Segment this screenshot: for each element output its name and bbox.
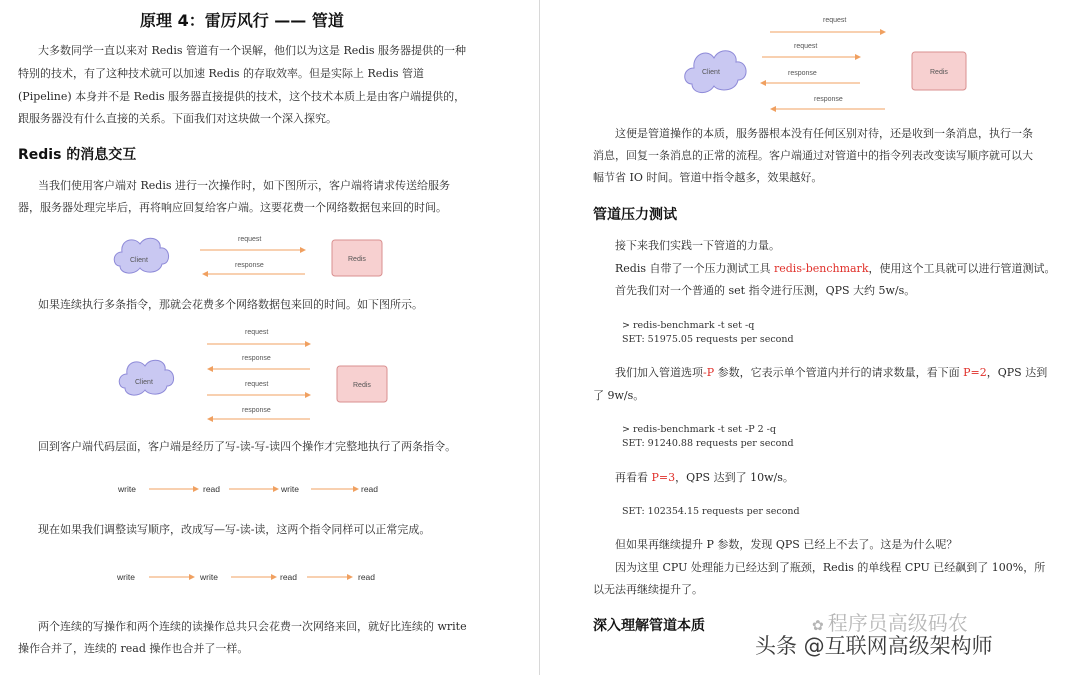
client-cloud bbox=[114, 238, 168, 273]
response-label-2: response bbox=[814, 96, 843, 103]
redis-server-box bbox=[332, 240, 382, 276]
seq1-step-2: read bbox=[203, 484, 221, 494]
request-arrow-1 bbox=[207, 329, 311, 347]
para4: 回到客户端代码层面，客户端是经历了写-读-写-读四个操作才完整地执行了两条指令。 bbox=[38, 440, 457, 453]
request-arrow bbox=[200, 236, 306, 253]
request-label-2: request bbox=[245, 381, 269, 388]
section-heading-message-interaction: Redis 的消息交互 bbox=[18, 147, 137, 163]
client-label: Client bbox=[130, 257, 148, 264]
r-para4: 首先我们对一个普通的 set 指令进行压测，QPS 大约 5w/s。 bbox=[615, 284, 916, 297]
code2-line-2: SET: 91240.88 requests per second bbox=[622, 438, 794, 449]
r-para8-line-2: 以无法再继续提升了。 bbox=[593, 583, 703, 596]
code1-line-2: SET: 51975.05 requests per second bbox=[622, 334, 794, 345]
wechat-icon: ✿ bbox=[812, 618, 824, 634]
request-arrow-2 bbox=[762, 43, 861, 60]
diagram-pipeline bbox=[680, 8, 980, 118]
request-label-1: request bbox=[245, 329, 269, 336]
para6-line-2: 操作合并了，连续的 read 操作也合并了一样。 bbox=[18, 642, 249, 655]
para2-line-1: 当我们使用客户端对 Redis 进行一次操作时，如下图所示，客户端将请求传送给服务 bbox=[38, 179, 450, 192]
sequence-write-write-read-read bbox=[115, 566, 395, 588]
response-arrow-2 bbox=[207, 407, 310, 422]
r-para6 bbox=[615, 467, 794, 489]
r-para1-line-1: 这便是管道操作的本质，服务器根本没有任何区别对待，还是收到一条消息，执行一条 bbox=[615, 127, 1033, 140]
seq2-step-1: write bbox=[117, 572, 135, 582]
para3: 如果连续执行多条指令，那就会花费多个网络数据包来回的时间。如下图所示。 bbox=[38, 298, 423, 311]
redis-server-box bbox=[912, 52, 966, 90]
seq2-step-4: read bbox=[358, 572, 376, 582]
r-para5-text-b: 参数，它表示单个管道内并行的请求数量，看下面 bbox=[714, 366, 964, 379]
response-label: response bbox=[235, 262, 264, 269]
response-arrow-2 bbox=[770, 96, 885, 112]
request-label-2: request bbox=[794, 43, 818, 50]
watermark-text-1: 程序员高级码农 bbox=[827, 611, 968, 635]
r-para8-line-1: 因为这里 CPU 处理能力已经达到了瓶颈，Redis 的单线程 CPU 已经飙到了 100%，所 bbox=[615, 561, 1046, 574]
redis-label: Redis bbox=[930, 69, 948, 76]
p-option-highlight: -P bbox=[703, 366, 715, 379]
p3-highlight: P=3 bbox=[651, 471, 676, 484]
section-heading-pipeline-essence: 深入理解管道本质 bbox=[593, 618, 705, 634]
r-para1-line-3: 幅节省 IO 时间。管道中指令越多，效果越好。 bbox=[593, 171, 823, 184]
sequence-write-read-write-read bbox=[115, 478, 395, 500]
request-arrow-1 bbox=[770, 17, 886, 35]
r-para7: 但如果再继续提升 P 参数，发现 QPS 已经上不去了。这是为什么呢？ bbox=[615, 538, 958, 551]
para2-line-2: 器，服务器处理完毕后，再将响应回复给客户端。这要花费一个网络数据包来回的时间。 bbox=[18, 201, 447, 214]
client-cloud bbox=[119, 360, 173, 395]
para6-line-1: 两个连续的写操作和两个连续的读操作总共只会花费一次网络来回，就好比连续的 write bbox=[38, 620, 467, 633]
page-divider bbox=[539, 0, 540, 675]
client-cloud bbox=[685, 51, 746, 93]
seq1-step-1: write bbox=[118, 484, 136, 494]
r-para6-text-b: ，QPS 达到了 10w/s。 bbox=[675, 471, 794, 484]
r-para5-text-a: 我们加入管道选项 bbox=[615, 366, 703, 379]
diagram-multiple-roundtrips bbox=[115, 322, 405, 422]
r-para3-text-a: Redis 自带了一个压力测试工具 bbox=[615, 262, 774, 275]
response-arrow bbox=[202, 262, 305, 277]
redis-label: Redis bbox=[348, 256, 366, 263]
intro-line-4: 跟服务器没有什么直接的关系。下面我们对这块做一个深入探究。 bbox=[18, 112, 337, 125]
diagram-single-roundtrip bbox=[110, 230, 400, 285]
r-para6-text-a: 再看看 bbox=[615, 471, 652, 484]
p2-highlight: P=2 bbox=[963, 366, 987, 379]
redis-benchmark-highlight: redis-benchmark bbox=[774, 262, 869, 275]
code3-line: SET: 102354.15 requests per second bbox=[622, 506, 800, 517]
response-label-1: response bbox=[242, 355, 271, 362]
para5: 现在如果我们调整读写顺序，改成写—写-读-读，这两个指令同样可以正常完成。 bbox=[38, 523, 431, 536]
r-para2: 接下来我们实践一下管道的力量。 bbox=[615, 239, 780, 252]
seq2-step-3: read bbox=[280, 572, 298, 582]
seq1-step-4: read bbox=[361, 484, 379, 494]
watermark-line-2: 头条 @互联网高级架构师 bbox=[755, 634, 993, 658]
page-title: 原理 4：雷厉风行 —— 管道 bbox=[140, 11, 344, 30]
intro-line-2: 特别的技术，有了这种技术就可以加速 Redis 的存取效率。但是实际上 Redis 管道 bbox=[18, 67, 424, 80]
response-arrow-1 bbox=[760, 70, 860, 86]
redis-label: Redis bbox=[353, 382, 371, 389]
request-arrow-2 bbox=[207, 381, 311, 398]
client-label: Client bbox=[135, 379, 153, 386]
request-label-1: request bbox=[823, 17, 847, 24]
intro-line-1: 大多数同学一直以来对 Redis 管道有一个误解，他们以为这是 Redis 服务器提供的一种 bbox=[38, 44, 466, 57]
response-label-1: response bbox=[788, 70, 817, 77]
seq1-step-3: write bbox=[281, 484, 299, 494]
request-label: request bbox=[238, 236, 262, 243]
code1-line-1: > redis-benchmark -t set -q bbox=[622, 320, 755, 331]
client-label: Client bbox=[702, 69, 720, 76]
intro-line-3: (Pipeline) 本身并不是 Redis 服务器直接提供的技术，这个技术本质上是由客户端提供的， bbox=[18, 90, 466, 103]
r-para5-line-2: 了 9w/s。 bbox=[593, 389, 645, 402]
r-para5 bbox=[615, 362, 1047, 384]
redis-server-box bbox=[337, 366, 387, 402]
r-para1-line-2: 消息，回复一条消息的正常的流程。客户端通过对管道中的指令列表改变读写顺序就可以大 bbox=[593, 149, 1033, 162]
r-para3-text-b: ，使用这个工具就可以进行管道测试。 bbox=[868, 262, 1056, 275]
r-para5-text-c: ，QPS 达到 bbox=[986, 366, 1048, 379]
r-para3 bbox=[615, 258, 1055, 280]
section-heading-pipeline-benchmark: 管道压力测试 bbox=[593, 207, 677, 223]
seq2-step-2: write bbox=[200, 572, 218, 582]
response-label-2: response bbox=[242, 407, 271, 414]
response-arrow-1 bbox=[207, 355, 310, 372]
code2-line-1: > redis-benchmark -t set -P 2 -q bbox=[622, 424, 776, 435]
